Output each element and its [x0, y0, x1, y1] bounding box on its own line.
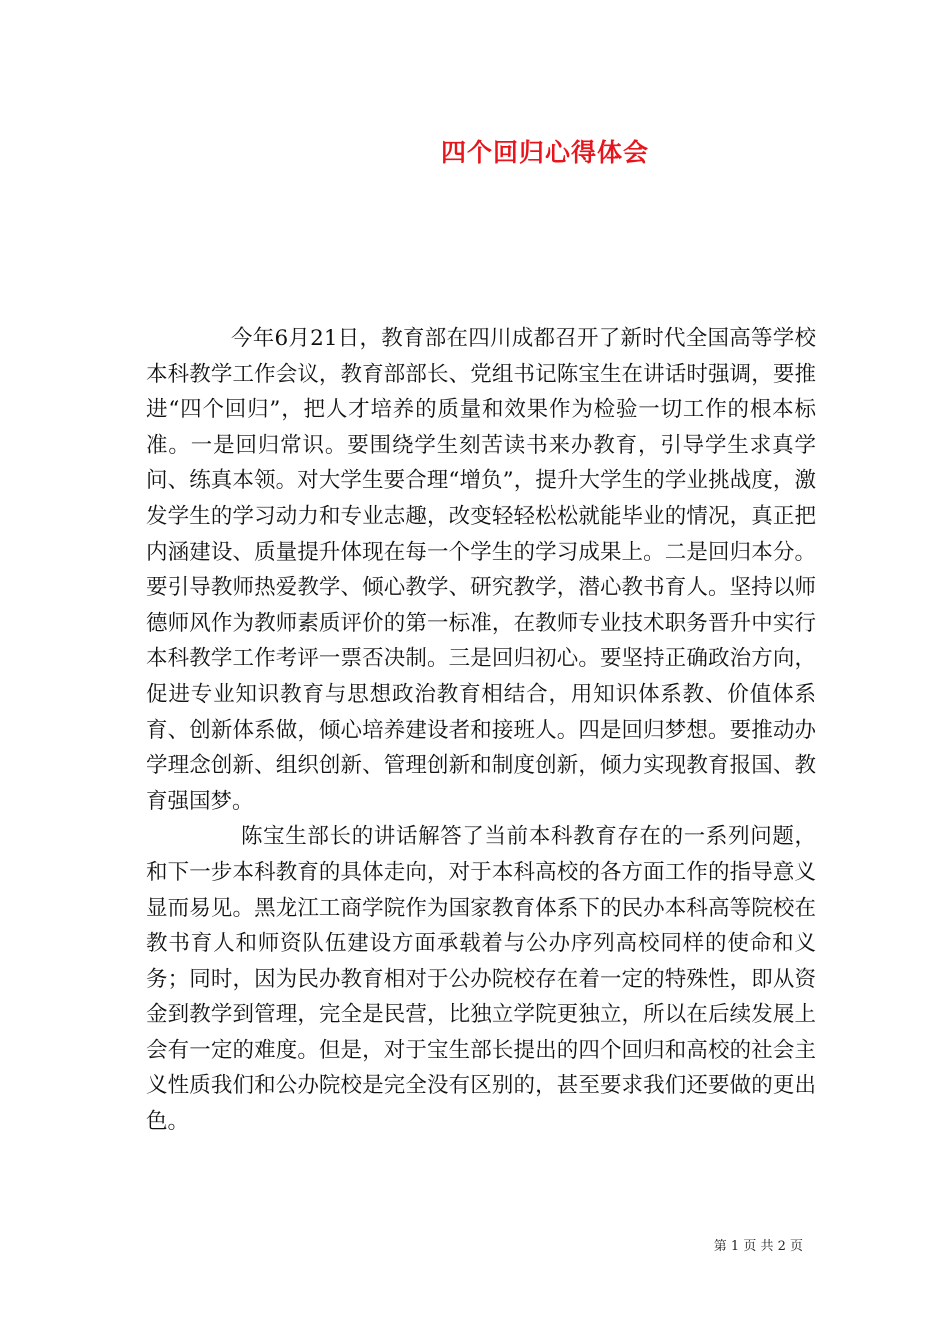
page-number-footer: 第 1 页 共 2 页	[713, 1239, 803, 1254]
paragraph-2: 陈宝生部长的讲话解答了当前本科教育存在的一系列问题，和下一步本科教育的具体走向，对于本科高校的各方面工作的指导意义显而易见。黑龙江工商学院作为国家教育体系下的民办本科高等院校在教书育人和师资队伍建设方面承载着与公办序列高校同样的使命和义务；同时，因为民办教育相对于公办院校存在着一定的特殊性，即从资金到教学到管理，完全是民营，比独立学院更独立，所以在后续发展上会有一定的难度。但是，对于宝生部长提出的四个回归和高校的社会主义性质我们和公办院校是完全没有区别的，甚至要求我们还要做的更出色。	[146, 824, 816, 1135]
paragraph-1: 今年6月21日，教育部在四川成都召开了新时代全国高等学校本科教学工作会议，教育部部长、党组书记陈宝生在讲话时强调，要推进“四个回归”，把人才培养的质量和效果作为检验一切工作的根本标准。一是回归常识。要围绕学生刻苦读书来办教育，引导学生求真学问、练真本领。对大学生要合理“增负”，提升大学生的学业挑战度，激发学生的学习动力和专业志趣，改变轻轻松松就能毕业的情况，真正把内涵建设、质量提升体现在每一个学生的学习成果上。二是回归本分。要引导教师热爱教学、倾心教学、研究教学，潜心教书育人。坚持以师德师风作为教师素质评价的第一标准，在教师专业技术职务晋升中实行本科教学工作考评一票否决制。三是回归初心。要坚持正确政治方向，促进专业知识教育与思想政治教育相结合，用知识体系教、价值体系育、创新体系做，倾心培养建设者和接班人。四是回归梦想。要推动办学理念创新、组织创新、管理创新和制度创新，倾力实现教育报国、教育强国梦。	[146, 326, 816, 814]
document-body	[146, 321, 816, 1140]
document-title: 四个回归心得体会	[440, 138, 649, 167]
